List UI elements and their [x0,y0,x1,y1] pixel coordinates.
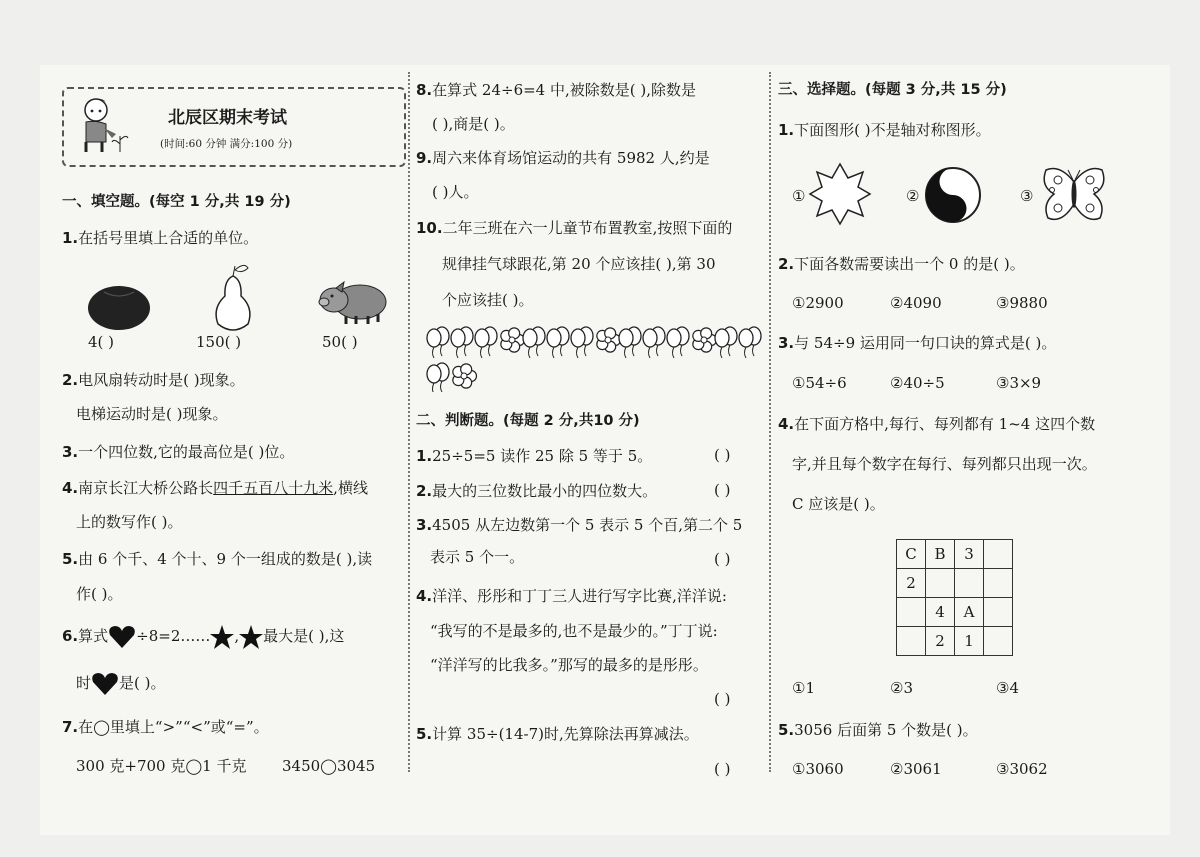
pear-icon [208,262,258,334]
section2-title: 二、判断题。(每题 2 分,共10 分) [416,413,640,429]
q1-2-line1: 2.电风扇转动时是( )现象。 [62,371,245,389]
balloon-icon [667,327,689,358]
octagram-star-icon [808,162,872,226]
balloon-flower-pattern [420,322,765,392]
yin-yang-icon [924,166,982,224]
balloon-icon [547,327,569,358]
pig-unit-blank[interactable]: 50( ) [322,333,358,351]
balloon-icon [427,363,449,392]
grid-cell: 2 [897,569,926,598]
judge-1: 1.25÷5=5 读作 25 除 5 等于 5。 [416,447,653,465]
choice-3: 3.与 54÷9 运用同一句口诀的算式是( )。 [778,334,1057,352]
grid-cell: 3 [955,540,984,569]
choice-4-line1: 4.在下面方格中,每行、每列都有 1~4 这四个数 [778,415,1096,433]
column-divider-1 [408,72,410,772]
choice-4-opt3[interactable]: ③4 [996,679,1019,697]
grid-cell [955,569,984,598]
balloon-icon [571,327,593,358]
column-divider-2 [769,72,771,772]
q1-1: 1.在括号里填上合适的单位。 [62,229,259,247]
choice-1-opt1[interactable]: ① [792,187,806,205]
exam-title: 北辰区期末考试 [168,108,287,128]
judge-4-answer[interactable]: ( ) [714,690,731,708]
judge-4-line2: “我写的不是最多的,也不是最少的。”丁丁说: [430,622,718,640]
judge-3-line2: 表示 5 个一。 [430,548,525,566]
grid-cell [984,627,1013,656]
q1-9-line2: ( )人。 [432,183,479,201]
choice-4-opt1[interactable]: ①1 [792,679,815,697]
grid-cell: 1 [955,627,984,656]
grid-cell: A [955,598,984,627]
flower-icon [597,328,621,352]
star-icon [239,625,263,649]
judge-2-answer[interactable]: ( ) [714,481,731,499]
heart-icon [91,672,119,696]
q1-8-line2: ( ),商是( )。 [432,115,515,133]
judge-5: 5.计算 35÷(14-7)时,先算除法再算减法。 [416,725,699,743]
q1-3: 3.一个四位数,它的最高位是( )位。 [62,443,295,461]
grid-cell: B [926,540,955,569]
apple-unit-blank[interactable]: 4( ) [88,333,115,351]
choice-3-opt1[interactable]: ①54÷6 [792,374,847,392]
q1-9-line1: 9.周六来体育场馆运动的共有 5982 人,约是 [416,149,710,167]
grid-cell: 2 [926,627,955,656]
choice-2-opt2[interactable]: ②4090 [890,294,942,312]
q1-10-line3: 个应该挂( )。 [442,291,534,309]
judge-3-line1: 3.4505 从左边数第一个 5 表示 5 个百,第二个 5 [416,516,743,534]
q1-10-line2: 规律挂气球跟花,第 20 个应该挂( ),第 30 [442,255,716,273]
choice-4-opt2[interactable]: ②3 [890,679,913,697]
judge-3-answer[interactable]: ( ) [714,550,731,568]
choice-2-opt1[interactable]: ①2900 [792,294,844,312]
judge-4-line3: “洋洋写的比我多。”那写的最多的是彤彤。 [430,656,708,674]
grid-row [897,598,1013,627]
q1-2-line2: 电梯运动时是( )现象。 [76,405,228,423]
q1-10-line1: 10.二年三班在六一儿童节布置教室,按照下面的 [416,219,733,237]
choice-4-line3: C 应该是( )。 [792,495,885,513]
choice-3-opt3[interactable]: ③3×9 [996,374,1042,392]
balloon-icon [523,327,545,358]
balloon-icon [427,327,449,358]
flower-icon [453,364,477,388]
flower-icon [693,328,717,352]
q1-6-line1: 6.算式 ÷8=2…… , 最大是( ),这 [62,625,344,649]
section1-title: 一、填空题。(每空 1 分,共 19 分) [62,194,291,210]
star-icon [210,625,234,649]
grid-row [897,627,1013,656]
grid-cell: C [897,540,926,569]
choice-1: 1.下面图形( )不是轴对称图形。 [778,121,991,139]
flower-icon [501,328,525,352]
q1-7-expr2[interactable]: 3450◯3045 [282,757,376,775]
grid-cell [984,598,1013,627]
grid-row [897,540,1013,569]
balloon-icon [475,327,497,358]
balloon-icon [619,327,641,358]
number-grid [896,539,1013,656]
choice-4-line2: 字,并且每个数字在每行、每列都只出现一次。 [792,455,1097,473]
grid-cell [897,627,926,656]
judge-5-answer[interactable]: ( ) [714,760,731,778]
grid-cell [984,540,1013,569]
grid-cell [897,598,926,627]
grid-cell [984,569,1013,598]
judge-1-answer[interactable]: ( ) [714,446,731,464]
choice-5-opt3[interactable]: ③3062 [996,760,1048,778]
exam-subtitle: (时间:60 分钟 满分:100 分) [160,138,293,150]
q1-4-line1: 4.南京长江大桥公路长四千五百八十九米,横线 [62,479,368,497]
q1-6-line2: 时 是( )。 [76,672,166,696]
choice-3-opt2[interactable]: ②40÷5 [890,374,945,392]
judge-4-line1: 4.洋洋、彤彤和丁丁三人进行写字比赛,洋洋说: [416,587,727,605]
grid-cell: 4 [926,598,955,627]
heart-icon [108,625,136,649]
apple-icon [86,282,152,332]
choice-5-opt2[interactable]: ②3061 [890,760,942,778]
choice-5-opt1[interactable]: ①3060 [792,760,844,778]
grid-cell [926,569,955,598]
q1-4-line2: 上的数写作( )。 [76,513,183,531]
choice-5: 5.3056 后面第 5 个数是( )。 [778,721,978,739]
q1-5-line1: 5.由 6 个千、4 个十、9 个一组成的数是( ),读 [62,550,373,568]
choice-2: 2.下面各数需要读出一个 0 的是( )。 [778,255,1025,273]
section3-title: 三、选择题。(每题 3 分,共 15 分) [778,82,1007,98]
q1-5-line2: 作( )。 [76,585,123,603]
balloon-icon [715,327,737,358]
balloon-icon [643,327,665,358]
pig-icon [316,278,390,328]
pear-unit-blank[interactable]: 150( ) [196,333,242,351]
boy-watering-plant-icon [72,92,132,158]
butterfly-icon [1040,164,1108,228]
choice-1-opt2[interactable]: ② [906,187,920,205]
balloon-icon [451,327,473,358]
q1-7: 7.在◯里填上“>”“<”或“=”。 [62,718,269,736]
judge-2: 2.最大的三位数比最小的四位数大。 [416,482,658,500]
choice-1-opt3[interactable]: ③ [1020,187,1034,205]
balloon-icon [739,327,761,358]
q1-7-expr1[interactable]: 300 克+700 克◯1 千克 [76,757,247,775]
grid-row [897,569,1013,598]
choice-2-opt3[interactable]: ③9880 [996,294,1048,312]
q1-8-line1: 8.在算式 24÷6=4 中,被除数是( ),除数是 [416,81,696,99]
